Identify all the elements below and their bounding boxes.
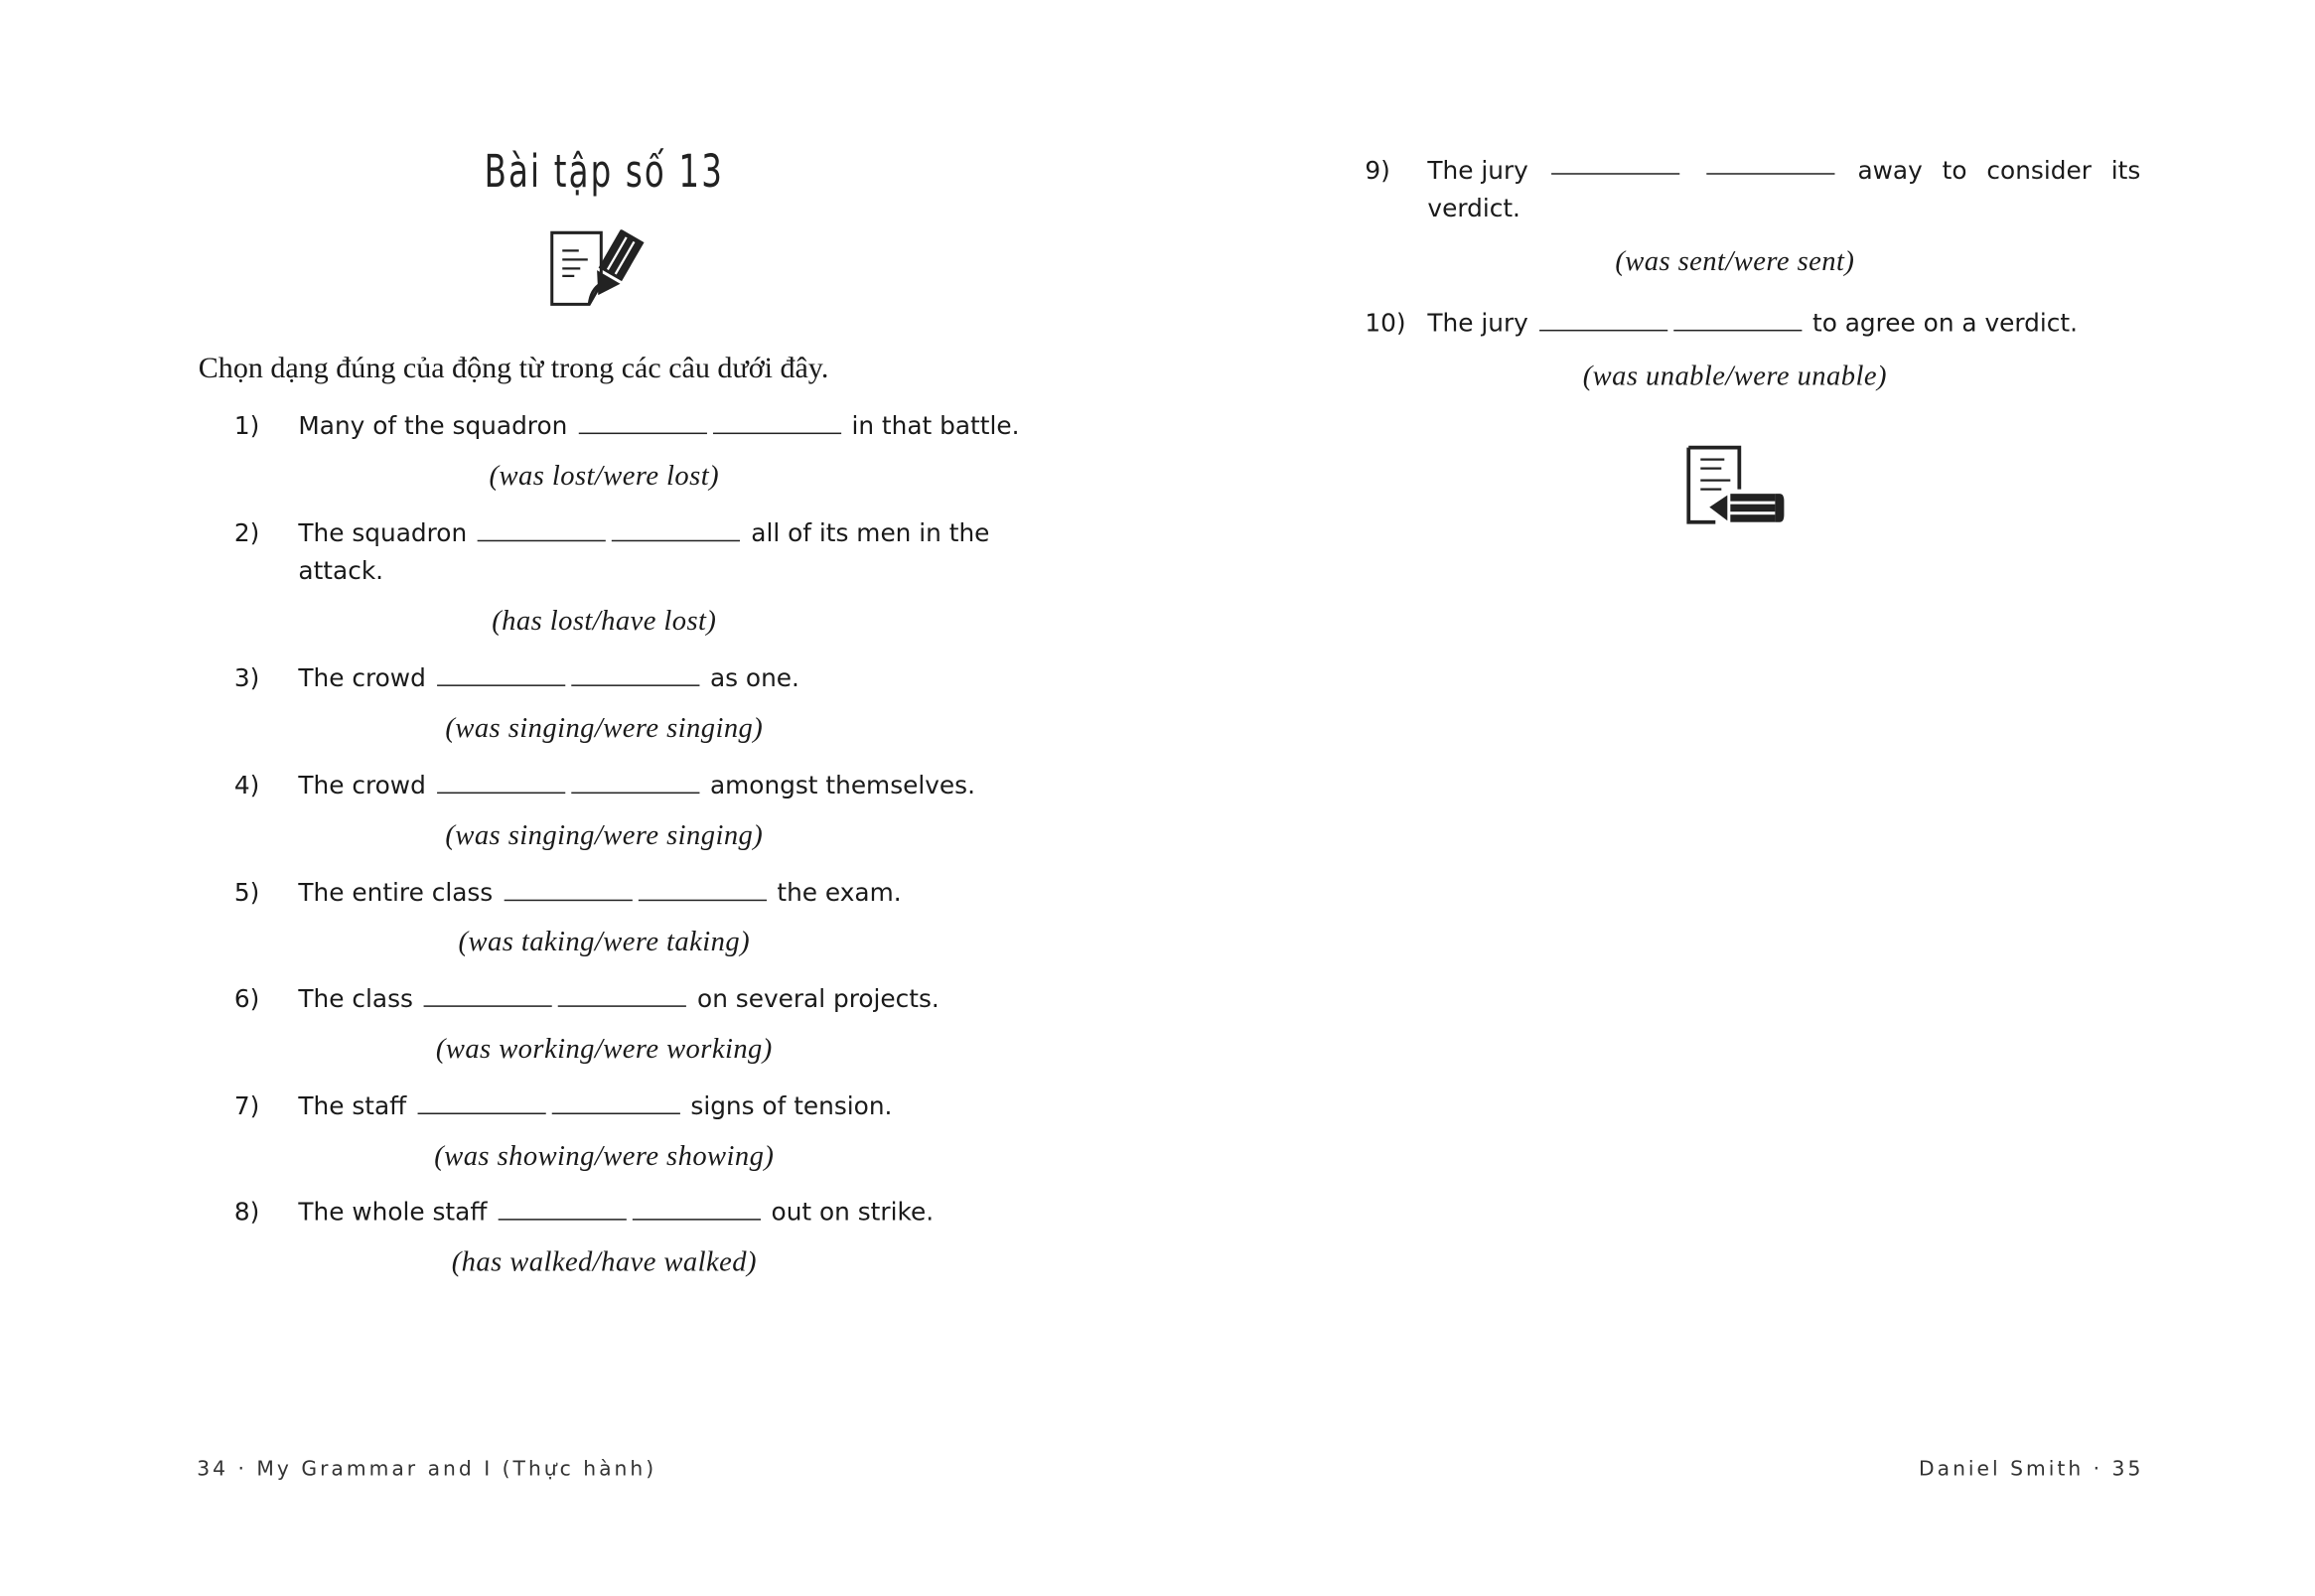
item-number: 10): [1365, 308, 1406, 338]
blank: [1673, 309, 1802, 332]
item-text: as one.: [709, 663, 799, 692]
footer-right: Daniel Smith · 35: [1919, 1457, 2144, 1482]
hint: (has lost/have lost): [492, 605, 717, 638]
hint: (was working/were working): [435, 1033, 773, 1066]
hint: (was singing/were singing): [445, 712, 764, 745]
item-text: on several projects.: [697, 984, 940, 1013]
item-text: The jury: [1427, 308, 1528, 338]
item-number: 7): [233, 1091, 260, 1121]
item-number: 4): [233, 771, 260, 800]
exercise-title: Bài tập số 13: [484, 146, 725, 199]
hint: (was showing/were showing): [434, 1141, 775, 1173]
blank: [712, 412, 840, 435]
blank: [504, 879, 632, 902]
item-text: The staff: [298, 1091, 407, 1121]
document-pencil-icon: [549, 229, 662, 310]
blank: [437, 663, 565, 686]
item-number: 6): [233, 984, 260, 1013]
document-pencil-end-icon: [1685, 445, 1787, 528]
instruction: Chọn dạng đúng của động từ trong các câu dưới đây.: [198, 352, 829, 385]
hint: (was taking/were taking): [458, 926, 751, 958]
hint: (was singing/were singing): [445, 820, 764, 852]
item-number: 2): [233, 518, 260, 548]
hint: (was unable/were unable): [1582, 361, 1887, 393]
item-text: The crowd: [298, 771, 426, 800]
blank: [437, 772, 565, 795]
blank: [424, 984, 552, 1007]
blank: [632, 1198, 760, 1221]
blank: [417, 1091, 545, 1114]
blank: [1539, 309, 1667, 332]
blank: [1706, 152, 1834, 175]
item-text: amongst themselves.: [709, 771, 975, 800]
footer-left: 34 · My Grammar and I (Thực hành): [197, 1457, 657, 1482]
item-number: 3): [233, 663, 260, 692]
item-text: The class: [298, 984, 413, 1013]
item-text: all of its men in the: [751, 518, 990, 548]
item-text: away to consider its: [1857, 156, 2141, 186]
item-text: The whole staff: [298, 1198, 488, 1227]
item-text: in that battle.: [851, 411, 1020, 441]
blank: [612, 519, 740, 542]
item-text: The entire class: [298, 878, 494, 908]
item-text: The crowd: [298, 663, 426, 692]
blank: [558, 984, 686, 1007]
item-text: the exam.: [777, 878, 902, 908]
item-text: The jury: [1427, 156, 1528, 186]
item-number: 9): [1365, 156, 1390, 186]
item-text: out on strike.: [771, 1198, 935, 1227]
item-number: 5): [233, 878, 260, 908]
blank: [551, 1091, 679, 1114]
item-text: to agree on a verdict.: [1811, 308, 2079, 338]
hint: (was sent/were sent): [1615, 245, 1855, 278]
item-text: signs of tension.: [690, 1091, 893, 1121]
blank: [478, 519, 606, 542]
item-text: The squadron: [298, 518, 468, 548]
item-text: attack.: [298, 556, 384, 585]
item-text: verdict.: [1427, 194, 1520, 222]
blank: [1551, 152, 1679, 175]
blank: [571, 663, 699, 686]
hint: (was lost/were lost): [489, 461, 720, 493]
blank: [571, 772, 699, 795]
item-number: 1): [233, 411, 260, 441]
item-number: 8): [233, 1198, 260, 1227]
blank: [578, 412, 706, 435]
blank: [638, 879, 766, 902]
hint: (has walked/have walked): [451, 1246, 757, 1279]
blank: [498, 1198, 626, 1221]
item-text: Many of the squadron: [298, 411, 568, 441]
